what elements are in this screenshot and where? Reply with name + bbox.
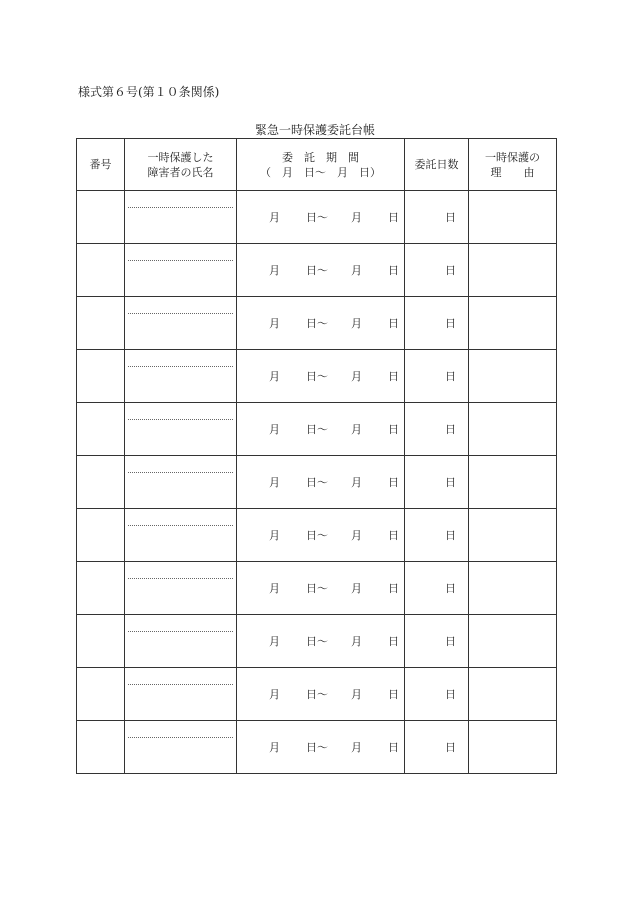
days-unit: 日 bbox=[445, 264, 456, 277]
period-month-from: 月 bbox=[269, 688, 280, 701]
days-cell[interactable] bbox=[405, 191, 469, 244]
number-cell[interactable] bbox=[77, 297, 125, 350]
number-cell[interactable] bbox=[77, 615, 125, 668]
table-row bbox=[77, 244, 557, 297]
period-month-from: 月 bbox=[269, 423, 280, 436]
period-day-to: 日 bbox=[388, 741, 399, 754]
period-cell[interactable] bbox=[237, 562, 405, 615]
document-title: 緊急一時保護委託台帳 bbox=[254, 123, 375, 137]
header-period-line2: （ 月 日〜 月 日） bbox=[260, 165, 381, 179]
name-cell[interactable] bbox=[125, 244, 237, 297]
period-cell[interactable] bbox=[237, 297, 405, 350]
days-unit: 日 bbox=[445, 741, 456, 754]
days-cell[interactable] bbox=[405, 721, 469, 774]
period-day-to: 日 bbox=[388, 317, 399, 330]
period-month-to: 月 bbox=[351, 476, 362, 489]
furigana-dotted-line bbox=[128, 313, 233, 314]
reason-cell[interactable] bbox=[469, 721, 557, 774]
period-month-to: 月 bbox=[351, 635, 362, 648]
period-day-from: 日〜 bbox=[306, 688, 328, 701]
days-cell[interactable] bbox=[405, 244, 469, 297]
period-month-to: 月 bbox=[351, 741, 362, 754]
period-month-from: 月 bbox=[269, 635, 280, 648]
header-period bbox=[237, 139, 405, 191]
header-days: 委託日数 bbox=[405, 139, 469, 191]
reason-cell[interactable] bbox=[469, 191, 557, 244]
name-cell[interactable] bbox=[125, 456, 237, 509]
table-row bbox=[77, 297, 557, 350]
number-cell[interactable] bbox=[77, 721, 125, 774]
name-cell[interactable] bbox=[125, 350, 237, 403]
period-cell[interactable] bbox=[237, 403, 405, 456]
table-row bbox=[77, 562, 557, 615]
days-unit: 日 bbox=[445, 529, 456, 542]
reason-cell[interactable] bbox=[469, 562, 557, 615]
table-row bbox=[77, 350, 557, 403]
period-month-from: 月 bbox=[269, 317, 280, 330]
period-month-to: 月 bbox=[351, 423, 362, 436]
days-cell[interactable] bbox=[405, 297, 469, 350]
number-cell[interactable] bbox=[77, 403, 125, 456]
days-unit: 日 bbox=[445, 423, 456, 436]
furigana-dotted-line bbox=[128, 631, 233, 632]
reason-cell[interactable] bbox=[469, 297, 557, 350]
number-cell[interactable] bbox=[77, 562, 125, 615]
table-row bbox=[77, 403, 557, 456]
name-cell[interactable] bbox=[125, 615, 237, 668]
period-day-from: 日〜 bbox=[306, 211, 328, 224]
reason-cell[interactable] bbox=[469, 615, 557, 668]
furigana-dotted-line bbox=[128, 419, 233, 420]
days-cell[interactable] bbox=[405, 456, 469, 509]
furigana-dotted-line bbox=[128, 525, 233, 526]
days-unit: 日 bbox=[445, 476, 456, 489]
period-day-from: 日〜 bbox=[306, 423, 328, 436]
period-day-to: 日 bbox=[388, 688, 399, 701]
period-day-from: 日〜 bbox=[306, 264, 328, 277]
ledger-body bbox=[77, 191, 557, 774]
days-cell[interactable] bbox=[405, 403, 469, 456]
reason-cell[interactable] bbox=[469, 456, 557, 509]
days-cell[interactable] bbox=[405, 615, 469, 668]
period-cell[interactable] bbox=[237, 668, 405, 721]
name-cell[interactable] bbox=[125, 297, 237, 350]
furigana-dotted-line bbox=[128, 366, 233, 367]
reason-cell[interactable] bbox=[469, 668, 557, 721]
period-cell[interactable] bbox=[237, 350, 405, 403]
period-day-to: 日 bbox=[388, 370, 399, 383]
period-day-from: 日〜 bbox=[306, 317, 328, 330]
header-name-line1: 一時保護した bbox=[147, 150, 214, 164]
period-month-to: 月 bbox=[351, 211, 362, 224]
header-number: 番号 bbox=[77, 139, 125, 191]
number-cell[interactable] bbox=[77, 456, 125, 509]
ledger-table bbox=[76, 138, 557, 774]
header-row bbox=[77, 139, 557, 191]
header-name-line2: 障害者の氏名 bbox=[147, 165, 214, 179]
period-day-from: 日〜 bbox=[306, 582, 328, 595]
period-month-to: 月 bbox=[351, 370, 362, 383]
header-reason bbox=[469, 139, 557, 191]
reason-cell[interactable] bbox=[469, 403, 557, 456]
period-month-to: 月 bbox=[351, 264, 362, 277]
period-cell[interactable] bbox=[237, 191, 405, 244]
days-unit: 日 bbox=[445, 317, 456, 330]
period-month-from: 月 bbox=[269, 476, 280, 489]
period-month-to: 月 bbox=[351, 582, 362, 595]
period-day-to: 日 bbox=[388, 423, 399, 436]
table-row bbox=[77, 721, 557, 774]
table-row bbox=[77, 509, 557, 562]
period-day-to: 日 bbox=[388, 264, 399, 277]
period-day-to: 日 bbox=[388, 635, 399, 648]
period-cell[interactable] bbox=[237, 721, 405, 774]
form-number-label: 様式第６号(第１０条関係) bbox=[78, 85, 220, 99]
name-cell[interactable] bbox=[125, 403, 237, 456]
period-month-from: 月 bbox=[269, 211, 280, 224]
period-month-to: 月 bbox=[351, 688, 362, 701]
period-month-from: 月 bbox=[269, 529, 280, 542]
period-day-from: 日〜 bbox=[306, 370, 328, 383]
furigana-dotted-line bbox=[128, 578, 233, 579]
number-cell[interactable] bbox=[77, 191, 125, 244]
number-cell[interactable] bbox=[77, 668, 125, 721]
days-unit: 日 bbox=[445, 370, 456, 383]
days-cell[interactable] bbox=[405, 562, 469, 615]
table-row bbox=[77, 668, 557, 721]
days-cell[interactable] bbox=[405, 350, 469, 403]
days-cell[interactable] bbox=[405, 668, 469, 721]
period-month-to: 月 bbox=[351, 317, 362, 330]
name-cell[interactable] bbox=[125, 509, 237, 562]
days-unit: 日 bbox=[445, 582, 456, 595]
name-cell[interactable] bbox=[125, 562, 237, 615]
period-month-from: 月 bbox=[269, 264, 280, 277]
period-cell[interactable] bbox=[237, 615, 405, 668]
number-cell[interactable] bbox=[77, 244, 125, 297]
days-unit: 日 bbox=[445, 688, 456, 701]
furigana-dotted-line bbox=[128, 260, 233, 261]
header-reason-line2: 理 由 bbox=[490, 165, 535, 179]
period-day-to: 日 bbox=[388, 582, 399, 595]
table-row bbox=[77, 456, 557, 509]
period-day-to: 日 bbox=[388, 476, 399, 489]
period-month-from: 月 bbox=[269, 741, 280, 754]
name-cell[interactable] bbox=[125, 191, 237, 244]
period-month-from: 月 bbox=[269, 582, 280, 595]
reason-cell[interactable] bbox=[469, 244, 557, 297]
period-day-from: 日〜 bbox=[306, 476, 328, 489]
header-period-line1: 委 託 期 間 bbox=[282, 150, 359, 164]
furigana-dotted-line bbox=[128, 207, 233, 208]
days-unit: 日 bbox=[445, 211, 456, 224]
period-month-from: 月 bbox=[269, 370, 280, 383]
period-day-from: 日〜 bbox=[306, 741, 328, 754]
furigana-dotted-line bbox=[128, 737, 233, 738]
period-cell[interactable] bbox=[237, 456, 405, 509]
period-day-from: 日〜 bbox=[306, 529, 328, 542]
table-row bbox=[77, 191, 557, 244]
name-cell[interactable] bbox=[125, 721, 237, 774]
period-cell[interactable] bbox=[237, 244, 405, 297]
number-cell[interactable] bbox=[77, 350, 125, 403]
number-cell[interactable] bbox=[77, 509, 125, 562]
period-day-to: 日 bbox=[388, 211, 399, 224]
reason-cell[interactable] bbox=[469, 350, 557, 403]
header-reason-line1: 一時保護の bbox=[485, 150, 540, 164]
days-cell[interactable] bbox=[405, 509, 469, 562]
name-cell[interactable] bbox=[125, 668, 237, 721]
furigana-dotted-line bbox=[128, 684, 233, 685]
days-unit: 日 bbox=[445, 635, 456, 648]
table-row bbox=[77, 615, 557, 668]
period-day-from: 日〜 bbox=[306, 635, 328, 648]
period-month-to: 月 bbox=[351, 529, 362, 542]
period-day-to: 日 bbox=[388, 529, 399, 542]
furigana-dotted-line bbox=[128, 472, 233, 473]
period-cell[interactable] bbox=[237, 509, 405, 562]
reason-cell[interactable] bbox=[469, 509, 557, 562]
header-name bbox=[125, 139, 237, 191]
